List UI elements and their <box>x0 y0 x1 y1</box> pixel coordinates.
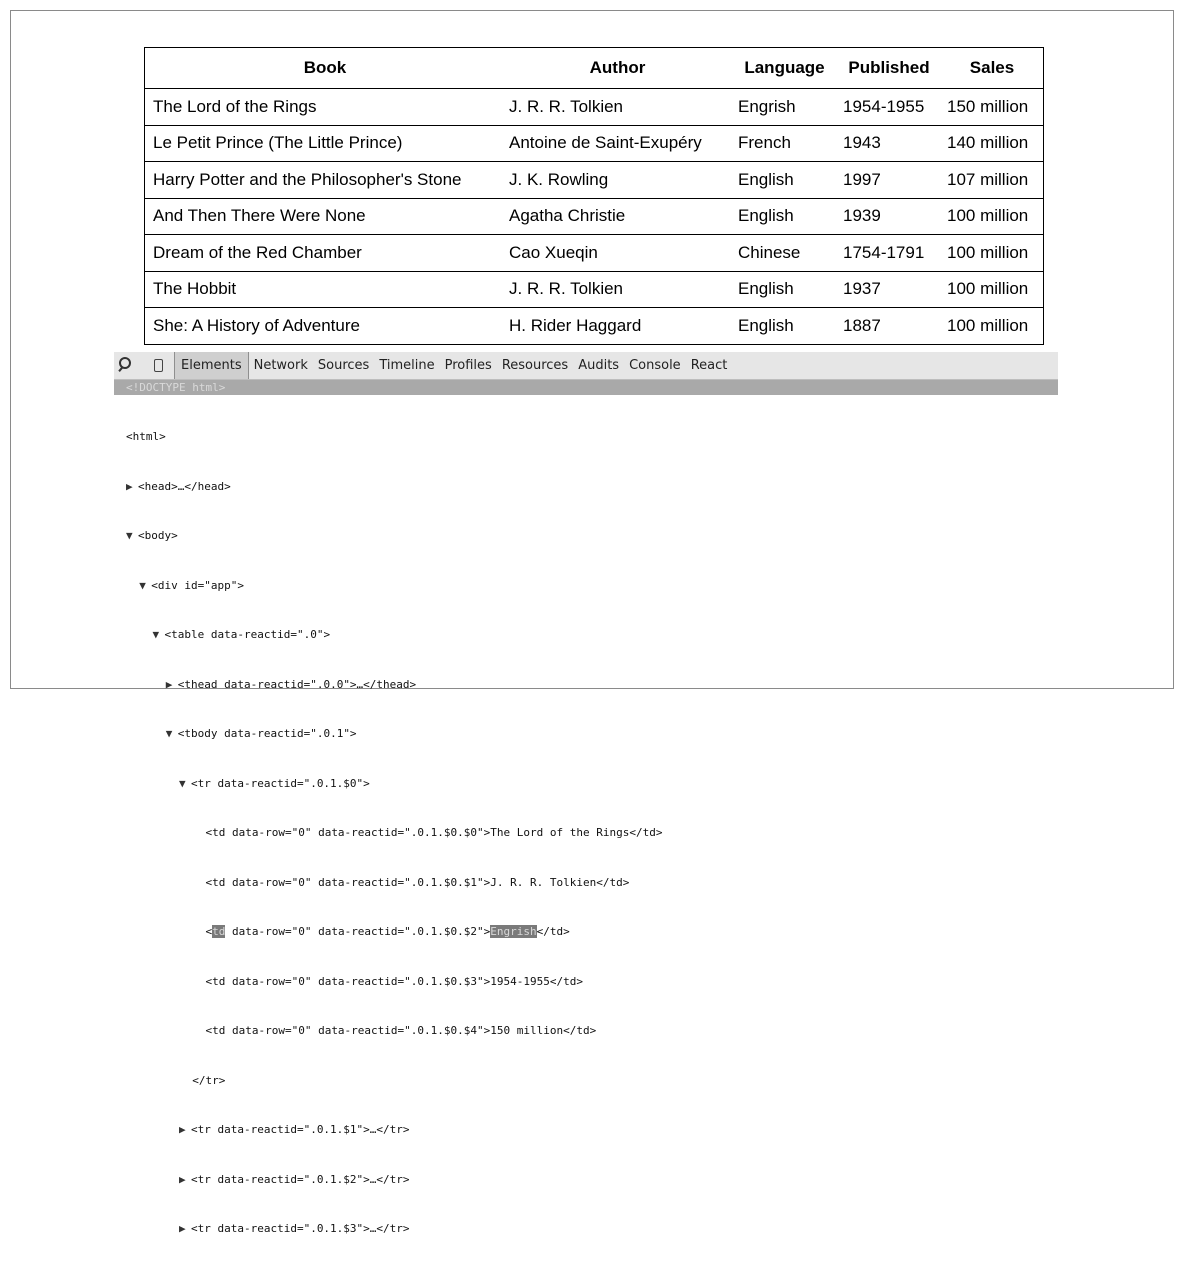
cell-book: Harry Potter and the Philosopher's Stone <box>145 162 504 199</box>
cell-sales: 140 million <box>941 125 1044 162</box>
tab-elements[interactable]: Elements <box>174 352 249 379</box>
expand-arrow-icon[interactable]: ▶ <box>178 1172 186 1186</box>
dom-node-app-div[interactable]: ▼ <div id="app"> <box>126 578 662 595</box>
device-mode-icon[interactable] <box>150 357 166 373</box>
cell-published: 1754-1791 <box>837 235 941 272</box>
cell-published: 1887 <box>843 315 881 335</box>
table-row <box>145 89 1044 126</box>
table-header-row <box>145 48 1044 89</box>
expand-arrow-icon[interactable]: ▶ <box>178 1222 186 1235</box>
dom-node-tr1[interactable]: ▶ <tr data-reactid=".0.1.$1">…</tr> <box>126 1122 662 1139</box>
tab-react[interactable]: React <box>690 358 728 373</box>
cell-sales: 100 million <box>941 271 1044 308</box>
table-row <box>145 308 1044 345</box>
header-published: Published <box>837 48 941 89</box>
cell-author: J. K. Rowling <box>503 162 732 199</box>
cell-author: Antoine de Saint-Exupéry <box>503 125 732 162</box>
table-row <box>145 235 1044 272</box>
expand-arrow-icon[interactable]: ▶ <box>178 1123 186 1136</box>
expand-arrow-icon[interactable]: ▶ <box>126 479 133 493</box>
dom-node-td0[interactable]: <td data-row="0" data-reactid=".0.1.$0.$0">The Lord of the Rings</td> <box>205 826 663 839</box>
dom-node-td4[interactable]: <td data-row="0" data-reactid=".0.1.$0.$4">150 million</td> <box>205 1024 597 1037</box>
dom-node-tbody[interactable]: ▼ <tbody data-reactid=".0.1"> <box>126 726 662 743</box>
devtools-panel <box>114 352 1058 1235</box>
dom-node-td1[interactable]: <td data-row="0" data-reactid=".0.1.$0.$1">J. R. R. Tolkien</td> <box>205 875 630 889</box>
cell-author: H. Rider Haggard <box>509 315 642 335</box>
highlight-tag: td <box>212 925 226 938</box>
dom-node-head[interactable]: ▶ <head>…</head> <box>126 479 662 496</box>
books-table <box>144 47 1044 345</box>
header-sales: Sales <box>941 48 1044 89</box>
expand-arrow-icon[interactable]: ▶ <box>165 677 173 691</box>
dom-node-table[interactable]: ▼ <table data-reactid=".0"> <box>126 627 662 644</box>
cell-author: Cao Xueqin <box>503 235 732 272</box>
cell-sales: 107 million <box>941 162 1044 199</box>
dom-node-td3[interactable]: <td data-row="0" data-reactid=".0.1.$0.$3">1954-1955</td> <box>205 974 583 988</box>
tab-network[interactable]: Network <box>253 358 308 373</box>
cell-published: 1997 <box>837 162 941 199</box>
dom-node-html[interactable]: <html> <box>126 430 166 443</box>
cell-language: English <box>732 198 837 235</box>
cell-author: J. R. R. Tolkien <box>503 271 732 308</box>
collapse-arrow-icon[interactable]: ▼ <box>178 776 186 790</box>
cell-sales: 100 million <box>941 198 1044 235</box>
header-language: Language <box>732 48 837 89</box>
table-row <box>145 271 1044 308</box>
table-row <box>145 162 1044 199</box>
cell-book: And Then There Were None <box>145 198 504 235</box>
dom-node-tr-close[interactable]: </tr> <box>192 1073 226 1087</box>
cell-published: 1954-1955 <box>837 89 941 126</box>
tab-resources[interactable]: Resources <box>501 358 569 373</box>
collapse-arrow-icon[interactable]: ▼ <box>139 578 146 592</box>
cell-book: The Hobbit <box>145 271 504 308</box>
tab-profiles[interactable]: Profiles <box>444 358 492 373</box>
cell-language: English <box>738 315 794 335</box>
cell-book: She: A History of Adventure <box>153 315 360 335</box>
devtools-tabs <box>174 352 732 379</box>
cell-book: The Lord of the Rings <box>145 89 504 126</box>
cell-language: Engrish <box>732 89 837 126</box>
tab-console[interactable]: Console <box>629 358 681 373</box>
table-row <box>145 125 1044 162</box>
dom-node-tr3[interactable]: ▶ <tr data-reactid=".0.1.$3">…</tr> <box>126 1221 662 1238</box>
tab-timeline[interactable]: Timeline <box>379 358 435 373</box>
cell-published: 1937 <box>837 271 941 308</box>
collapse-arrow-icon[interactable]: ▼ <box>126 529 133 542</box>
cell-sales: 100 million <box>947 315 1029 335</box>
collapse-arrow-icon[interactable]: ▼ <box>165 727 173 740</box>
cell-language: French <box>732 125 837 162</box>
cell-book: Dream of the Red Chamber <box>145 235 504 272</box>
tab-sources[interactable]: Sources <box>317 358 370 373</box>
cell-language: English <box>732 271 837 308</box>
cell-language: English <box>732 162 837 199</box>
highlight-text: Engrish <box>490 925 537 938</box>
dom-node-thead[interactable]: ▶ <thead data-reactid=".0.0">…</thead> <box>126 677 662 694</box>
cell-published: 1939 <box>837 198 941 235</box>
dom-node-td2[interactable]: <td data-row="0" data-reactid=".0.1.$0.$2">Engrish</td> <box>205 925 570 938</box>
cell-language: Chinese <box>732 235 837 272</box>
devtools-toolbar <box>114 352 1058 380</box>
cell-sales: 100 million <box>941 235 1044 272</box>
dom-tree <box>126 396 662 1271</box>
search-icon[interactable] <box>116 357 132 373</box>
table-row <box>145 198 1044 235</box>
header-author: Author <box>503 48 732 89</box>
cell-book: Le Petit Prince (The Little Prince) <box>145 125 504 162</box>
header-book: Book <box>145 48 504 89</box>
collapse-arrow-icon[interactable]: ▼ <box>152 628 160 641</box>
cell-sales: 150 million <box>941 89 1044 126</box>
cell-author: Agatha Christie <box>503 198 732 235</box>
cell-published: 1943 <box>837 125 941 162</box>
tab-audits[interactable]: Audits <box>578 358 620 373</box>
dom-node-tr2[interactable]: ▶ <tr data-reactid=".0.1.$2">…</tr> <box>126 1172 662 1189</box>
dom-node-tr0[interactable]: ▼ <tr data-reactid=".0.1.$0"> <box>126 776 662 793</box>
dom-node-body[interactable]: ▼ <body> <box>126 528 662 545</box>
cell-author: J. R. R. Tolkien <box>503 89 732 126</box>
doctype-node[interactable]: <!DOCTYPE html> <box>114 380 1058 395</box>
